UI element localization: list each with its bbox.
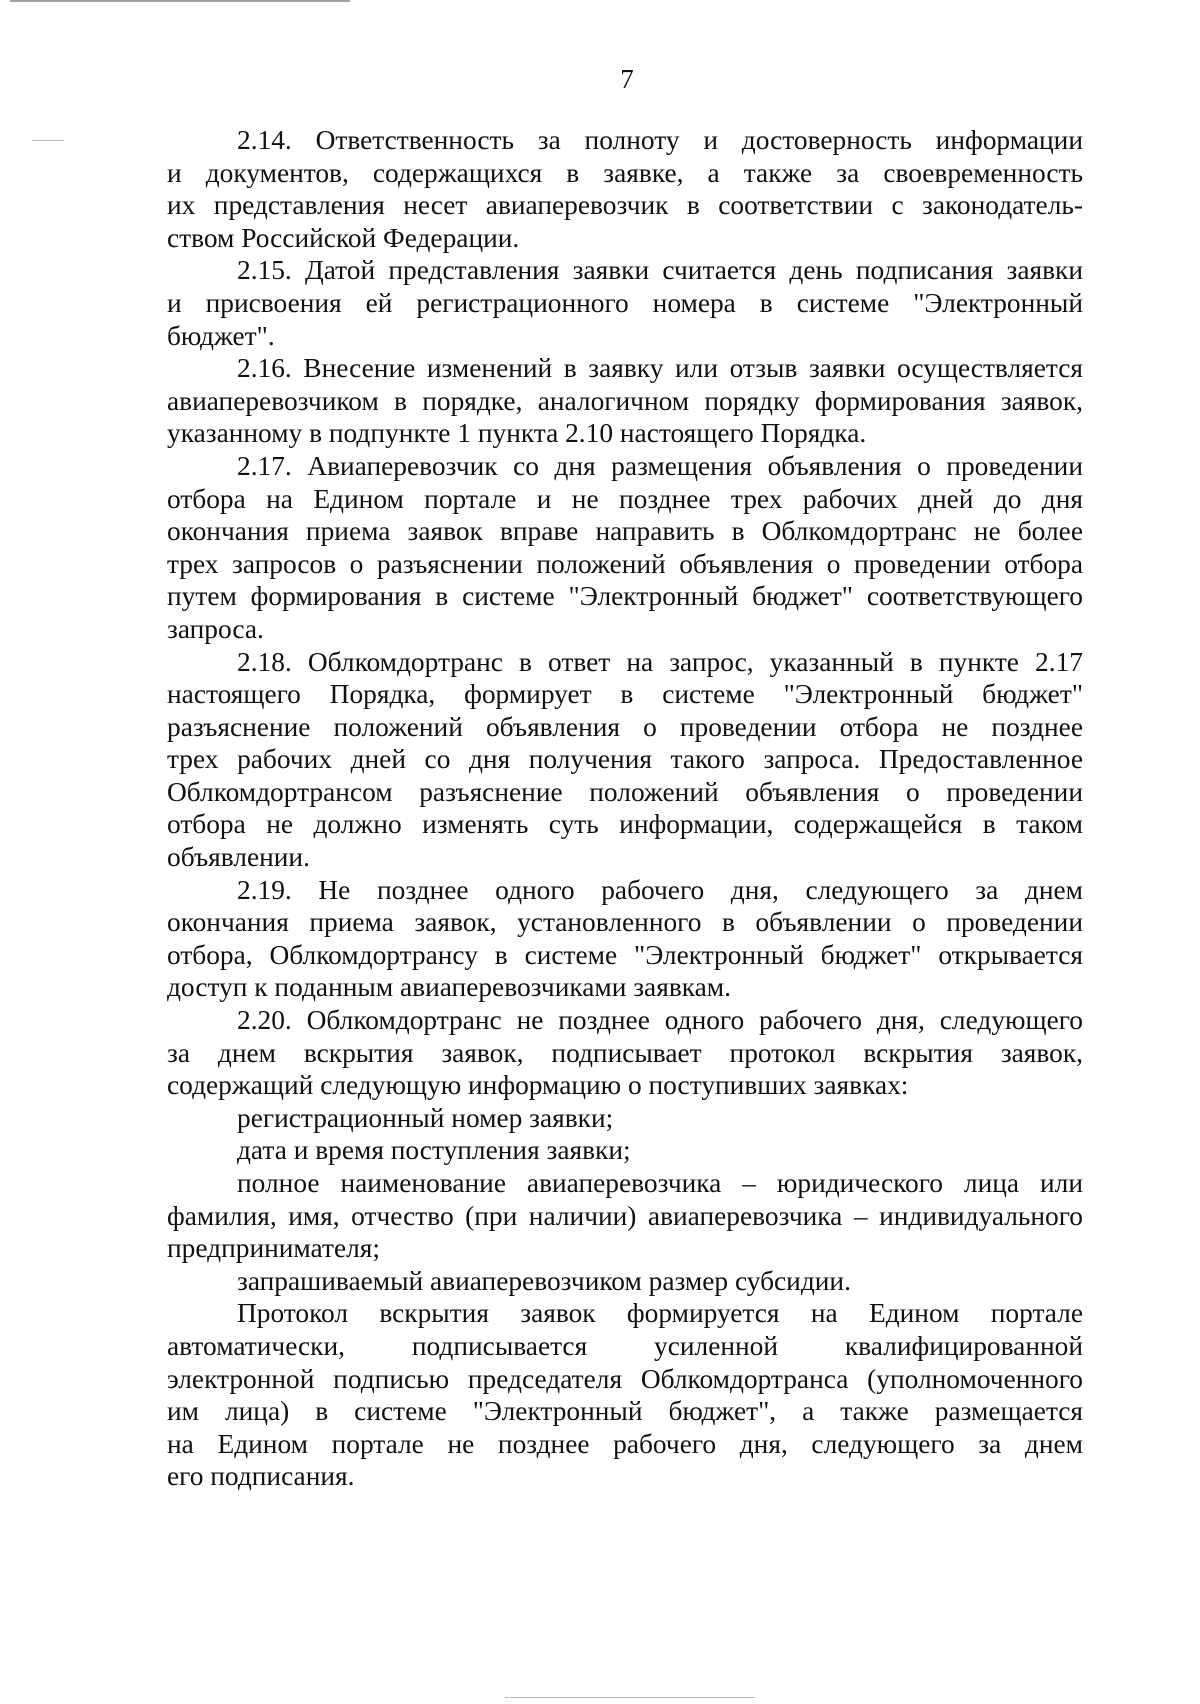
- text-line: отбора не должно изменять суть информации, содержащейся в таком: [167, 809, 1083, 840]
- text-line: авиаперевозчиком в порядке, аналогичном порядку формирования заявок,: [167, 385, 1083, 416]
- paragraph-p-item-4: [167, 1265, 1083, 1298]
- text-line: 2.18. Облкомдортранс в ответ на запрос, указанный в пункте 2.17: [237, 646, 1083, 677]
- text-line: окончания приема заявок вправе направить в Облкомдортранс не более: [167, 516, 1083, 547]
- text-line: и документов, содержащихся в заявке, а также за своевременность: [167, 157, 1083, 188]
- text-line: объявлении.: [167, 842, 310, 873]
- text-line: их представления несет авиаперевозчик в соответствии с законодатель-: [167, 190, 1083, 221]
- text-line: дата и время поступления заявки;: [237, 1135, 631, 1166]
- text-line: Облкомдортрансом разъяснение положений объявления о проведении: [167, 776, 1083, 807]
- paragraph-p-2-14: [167, 124, 1083, 254]
- text-line: им лица) в системе "Электронный бюджет", а также размещается: [167, 1396, 1083, 1427]
- text-line: запроса.: [167, 613, 264, 644]
- text-line: отбора, Облкомдортрансу в системе "Электронный бюджет" открывается: [167, 939, 1083, 970]
- paragraph-p-2-15: [167, 254, 1083, 352]
- text-line: запрашиваемый авиаперевозчиком размер субсидии.: [237, 1265, 851, 1296]
- paragraph-p-2-17: [167, 450, 1083, 646]
- text-line: трех рабочих дней со дня получения такого запроса. Предоставленное: [167, 744, 1083, 775]
- paragraph-p-2-20: [167, 1004, 1083, 1102]
- text-line: 2.17. Авиаперевозчик со дня размещения объявления о проведении: [237, 450, 1083, 481]
- text-line: регистрационный номер заявки;: [237, 1102, 614, 1133]
- text-line: разъяснение положений объявления о проведении отбора не позднее: [167, 711, 1083, 742]
- text-line: автоматически, подписывается усиленной квалифицированной: [167, 1330, 1083, 1361]
- text-line: за днем вскрытия заявок, подписывает протокол вскрытия заявок,: [167, 1037, 1083, 1068]
- text-line: содержащий следующую информацию о поступивших заявках:: [167, 1070, 909, 1101]
- text-line: его подписания.: [167, 1461, 355, 1492]
- paragraph-p-item-1: [167, 1102, 1083, 1135]
- text-line: и присвоения ей регистрационного номера в системе "Электронный: [167, 287, 1083, 318]
- text-line: предпринимателя;: [167, 1233, 381, 1264]
- text-line: доступ к поданным авиаперевозчиками заявкам.: [167, 972, 731, 1003]
- text-line: отбора на Едином портале и не позднее трех рабочих дней до дня: [167, 483, 1083, 514]
- text-line: электронной подписью председателя Облкомдортранса (уполномоченного: [167, 1363, 1083, 1394]
- text-line: окончания приема заявок, установленного в объявлении о проведении: [167, 907, 1083, 938]
- text-line: полное наименование авиаперевозчика – юридического лица или: [237, 1168, 1083, 1198]
- text-line: фамилия, имя, отчество (при наличии) авиаперевозчика – индивидуального: [167, 1200, 1083, 1231]
- text-line: путем формирования в системе "Электронный бюджет" соответствующего: [167, 581, 1083, 612]
- text-line: бюджет".: [167, 320, 275, 351]
- paragraph-p-2-19: [167, 874, 1083, 1004]
- text-line: 2.16. Внесение изменений в заявку или отзыв заявки осуществляется: [237, 353, 1083, 384]
- text-line: Протокол вскрытия заявок формируется на Едином портале: [237, 1298, 1083, 1329]
- text-line: настоящего Порядка, формирует в системе "Электронный бюджет": [167, 679, 1083, 710]
- paragraph-p-item-3: [167, 1167, 1083, 1265]
- text-line: ством Российской Федерации.: [167, 222, 520, 253]
- text-line: на Едином портале не позднее рабочего дня, следующего за днем: [167, 1428, 1083, 1459]
- page-number: 7: [620, 64, 634, 94]
- document-body: [167, 124, 1083, 1493]
- paragraph-p-item-2: [167, 1134, 1083, 1167]
- paragraph-p-2-16: [167, 352, 1083, 450]
- text-line: 2.15. Датой представления заявки считается день подписания заявки: [237, 255, 1083, 286]
- text-line: 2.19. Не позднее одного рабочего дня, следующего за днем: [237, 874, 1083, 905]
- paragraph-p-protocol: [167, 1297, 1083, 1493]
- paragraph-p-2-18: [167, 646, 1083, 874]
- text-line: 2.20. Облкомдортранс не позднее одного рабочего дня, следующего: [237, 1005, 1083, 1036]
- text-line: 2.14. Ответственность за полноту и достоверность информации: [237, 125, 1083, 155]
- text-line: трех запросов о разъяснении положений объявления о проведении отбора: [167, 548, 1083, 579]
- text-line: указанному в подпункте 1 пункта 2.10 настоящего Порядка.: [167, 418, 867, 449]
- scan-mark-left: [32, 140, 64, 141]
- scan-edge-bottom: [505, 1697, 755, 1698]
- scan-edge-top: [10, 0, 350, 2]
